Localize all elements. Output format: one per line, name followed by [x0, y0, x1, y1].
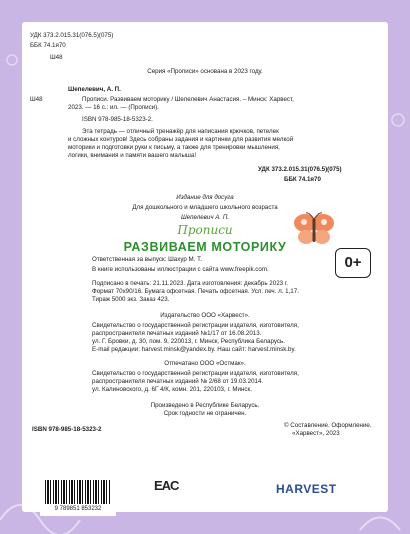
audience-line: Для дошкольного и младшего школьного возраста — [132, 204, 278, 211]
barcode-bars — [45, 480, 111, 504]
copyright-line-2: «Харвест», 2023 — [292, 430, 340, 437]
illustrations-credit: В книге использованы иллюстрации с сайта www.freepik.com. — [92, 266, 269, 273]
publisher-address: ул. Г. Бровки, д. 30, пом. 9, 220013, г. Минск, Республика Беларусь. — [92, 338, 285, 345]
edition-type: Издание для досуга — [176, 194, 234, 201]
author-code-left: Ш48 — [30, 96, 43, 103]
print-info-line-3: Тираж 5000 экз. Заказ 423. — [92, 296, 170, 303]
author-center: Шепелевич А. П. — [180, 214, 230, 221]
udk-code-right: УДК 373.2.015.31(076.5)(075) — [258, 166, 342, 173]
printer-line-2: распространителя печатных изданий № 2/68 от 19.03.2014. — [92, 378, 264, 385]
printer-line-1: Свидетельство о государственной регистрации издателя, изготовителя, — [92, 370, 299, 377]
isbn-bottom: ISBN 978-985-18-5323-2 — [32, 426, 102, 433]
barcode-icon — [40, 478, 116, 516]
description-line-1: Эта тетрадь — отличный тренажёр для написания крючков, петелек — [82, 128, 279, 135]
book-title: РАЗВИВАЕМ МОТОРИКУ — [123, 240, 287, 254]
isbn-record: ISBN 978-985-18-5323-2. — [82, 116, 153, 123]
publisher-line-1: Свидетельство о государственной регистрации издателя, изготовителя, — [92, 322, 299, 329]
series-title: Прописи — [177, 223, 233, 237]
imprint-page — [22, 22, 388, 512]
series-note: Серия «Прописи» основана в 2023 году. — [147, 68, 263, 75]
bbk-code-right: ББК 74.1я70 — [284, 176, 321, 183]
author-code-top: Ш48 — [50, 54, 63, 61]
copyright-line-1: © Составление. Оформление. — [284, 422, 372, 429]
printer-heading: Отпечатано ООО «Остмак». — [164, 360, 246, 367]
bbk-code-top: ББК 74.1я70 — [30, 42, 66, 49]
harvest-logo-icon: HARVEST — [276, 482, 337, 496]
age-rating-badge: 0+ — [335, 248, 371, 278]
publisher-line-2: распространителя печатных изданий №1/17 от 16.08.2013. — [92, 330, 262, 337]
author-name: Шепелевич, А. П. — [68, 86, 121, 93]
description-line-3: моторики и подготовки руки к письму, а также для тренировки мышления, — [68, 144, 280, 151]
description-line-4: логики, внимания и памяти вашего малыша! — [68, 152, 197, 159]
biblio-line-2: 2023. — 16 с.: ил. — (Прописи). — [68, 104, 159, 111]
udk-code-top: УДК 373.2.015.31(076.5)(075) — [30, 32, 114, 39]
butterfly-icon — [292, 212, 336, 246]
responsible-editor: Ответственная за выпуск: Шахур М. Т. — [92, 256, 202, 263]
biblio-line-1: Прописи. Развиваем моторику / Шепелевич Анастасия. – Минск: Харвест, — [82, 96, 294, 103]
shelf-life-line: Срок годности не ограничен. — [163, 410, 247, 417]
printer-address: ул. Калиновского, д. 6Г 4/К, комн. 201, 220103, г. Минск. — [92, 386, 252, 393]
description-line-2: и сложных контуров! Здесь собраны задания и картинки для развития мелкой — [68, 136, 294, 143]
print-info-line-2: Формат 70x90/16. Бумага офсетная. Печать офсетная. Усл. печ. л. 1,17. — [92, 288, 299, 295]
barcode-number: 9 789851 853232 — [54, 506, 102, 512]
made-in-line: Произведено в Республике Беларусь. — [150, 402, 260, 409]
print-info-line-1: Подписано в печать: 21.11.2023. Дата изготовления: декабрь 2023 г. — [92, 280, 289, 287]
publisher-heading: Издательство ООО «Харвест». — [160, 312, 250, 319]
eac-mark-icon: EAC — [154, 478, 179, 493]
publisher-contacts: E-mail редакции: harvest.minsk@yandex.by. Наш сайт: harvest.minsk.by. — [92, 346, 296, 353]
